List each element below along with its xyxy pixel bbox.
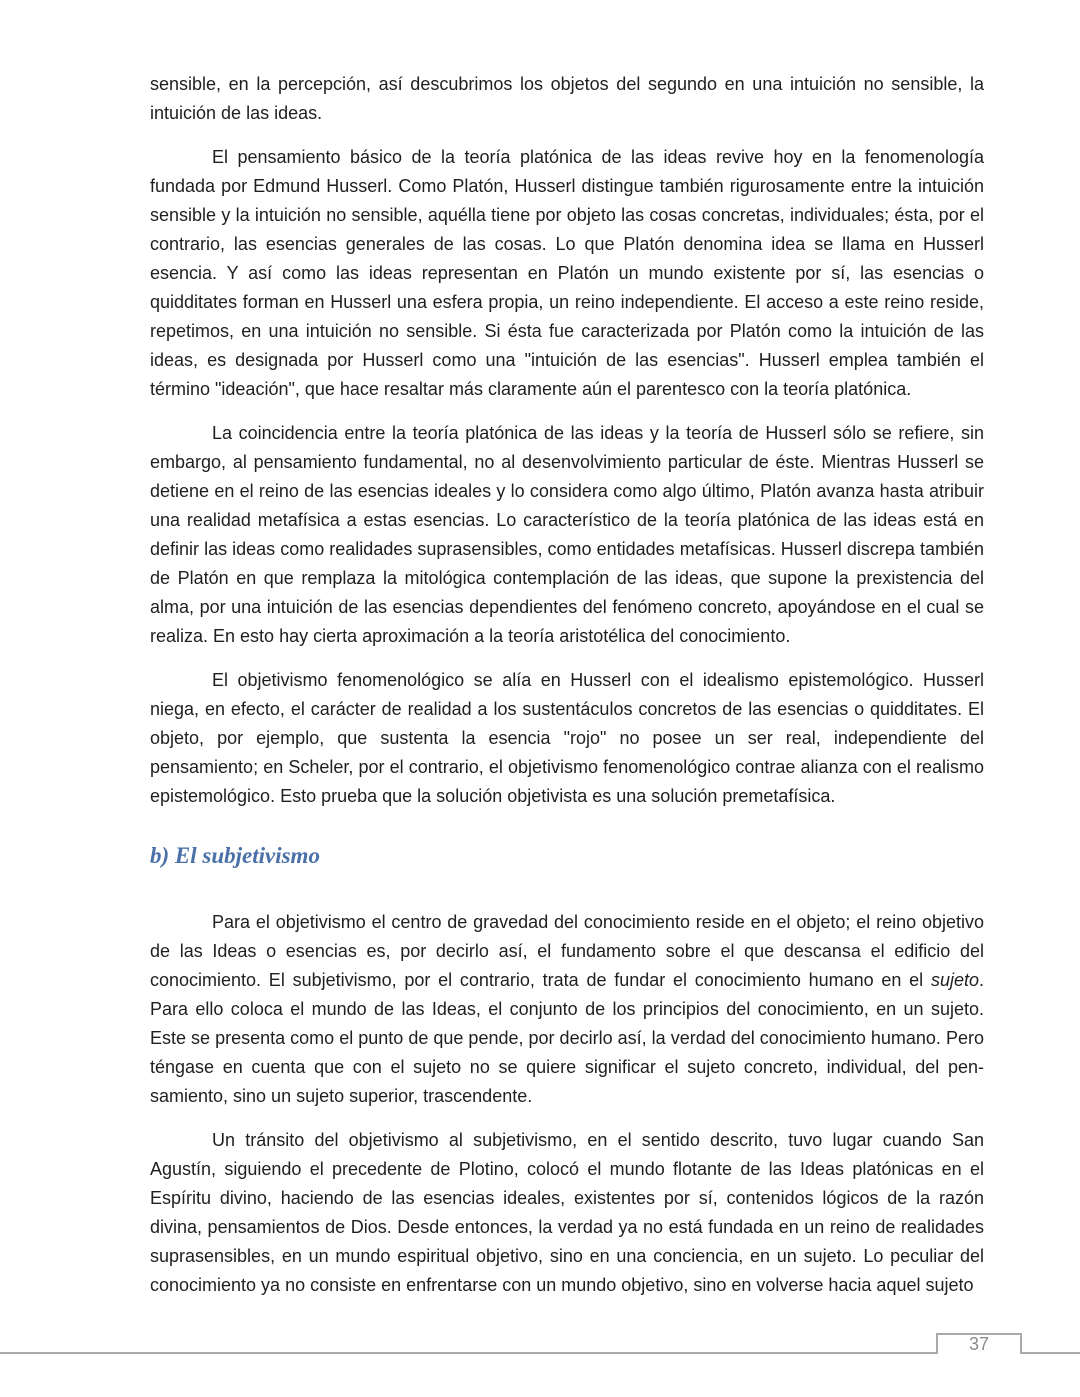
paragraph-6: Un tránsito del objetivismo al subjetivismo, en el sentido descrito, tuvo lugar cuando San Agustín, siguiendo el precedente de Plotino, colocó el mundo flotante de las Ideas platónicas en el Espíritu divino, haciendo de las esencias ideales, existentes por sí, contenidos lógicos de la razón divina, pensamientos de Dios. Desde entonces, la verdad ya no está fundada en un reino de realidades suprasensibles, en un mundo espiritual objetivo, sino en una conciencia, en un sujeto. Lo peculiar del conocimiento ya no consiste en enfrentarse con un mundo objetivo, sino en volverse hacia aquel sujeto (150, 1130, 984, 1295)
page-number: 37 (968, 1334, 990, 1354)
paragraph-5-text-after: . Para ello coloca el mundo de las Ideas, el conjunto de los principios del conocimiento, en un sujeto. Este se presenta como el punto de que pende, por decirlo así, la verdad del conocimiento humano. Pero téngase en cuenta que con el sujeto no se quiere significar el sujeto concreto, individual, del pensamiento, sino un sujeto superior, trascendente. (150, 970, 984, 1106)
paragraph-1: sensible, en la percepción, así descubrimos los objetos del segundo en una intuición no sensible, la intuición de las ideas. (150, 74, 984, 123)
paragraph-5-italic-word: sujeto (930, 970, 979, 990)
paragraph-5 (150, 908, 984, 1111)
section-heading-subjetivismo: b) El subjetivismo (150, 843, 320, 868)
page-number-tab (936, 1333, 1022, 1354)
paragraph-4: El objetivismo fenomenológico se alía en Husserl con el idealismo epistemológico. Husserl niega, en efecto, el carácter de realidad a los sustentáculos concretos de las esencias o quidditates. El objeto, por ejemplo, que sustenta la esencia "rojo" no posee un ser real, independiente del pensamiento; en Scheler, por el contrario, el objetivismo fenomenológico contrae alianza con el realismo epistemológico. Esto prueba que la solución objetivista es una solución premetafísica. (150, 670, 984, 806)
paragraph-2: El pensamiento básico de la teoría platónica de las ideas revive hoy en la fenomenología fundada por Edmund Husserl. Como Platón, Husserl distingue también rigurosamente entre la intuición sensible y la intuición no sensible, aquélla tiene por objeto las cosas concretas, individuales; ésta, por el contrario, las esencias generales de las cosas. Lo que Platón denomina idea se llama en Husserl esencia. Y así como las ideas representan en Platón un mundo existente por sí, las esencias o quidditates forman en Husserl una esfera propia, un reino independiente. El acceso a este reino reside, repetimos, en una intuición no sensible. Si ésta fue caracterizada por Platón como la intuición de las ideas, es designada por Husserl como una "intuición de las esencias". Husserl emplea también el término "ideación", que hace resaltar más claramente aún el parentesco con la teoría platónica. (150, 147, 984, 399)
footer-rule-left (0, 1352, 936, 1354)
page-body-text (150, 70, 984, 1315)
footer-rule-right (1022, 1352, 1080, 1354)
paragraph-3: La coincidencia entre la teoría platónica de las ideas y la teoría de Husserl sólo se refiere, sin embargo, al pensamiento fundamental, no al desenvolvimiento particular de éste. Mientras Husserl se detiene en el reino de las esencias ideales y lo considera como algo último, Platón avanza hasta atribuir una realidad metafísica a estas esencias. Lo característico de la teoría platónica de las ideas está en definir las ideas como realidades suprasensibles, como entidades metafísicas. Husserl discrepa también de Platón en que remplaza la mitológica contemplación de las ideas, que supone la prexistencia del alma, por una intuición de las esencias dependientes del fenómeno concreto, apoyándose en el cual se realiza. En esto hay cierta aproximación a la teoría aristotélica del conocimiento. (150, 423, 984, 646)
paragraph-5-text-before: Para el objetivismo el centro de gravedad del conocimiento reside en el objeto; el reino objetivo de las Ideas o esencias es, por decirlo así, el fundamento sobre el que descansa el edificio del conocimiento. El subjetivismo, por el contrario, trata de fundar el conocimiento humano en el (150, 912, 984, 990)
